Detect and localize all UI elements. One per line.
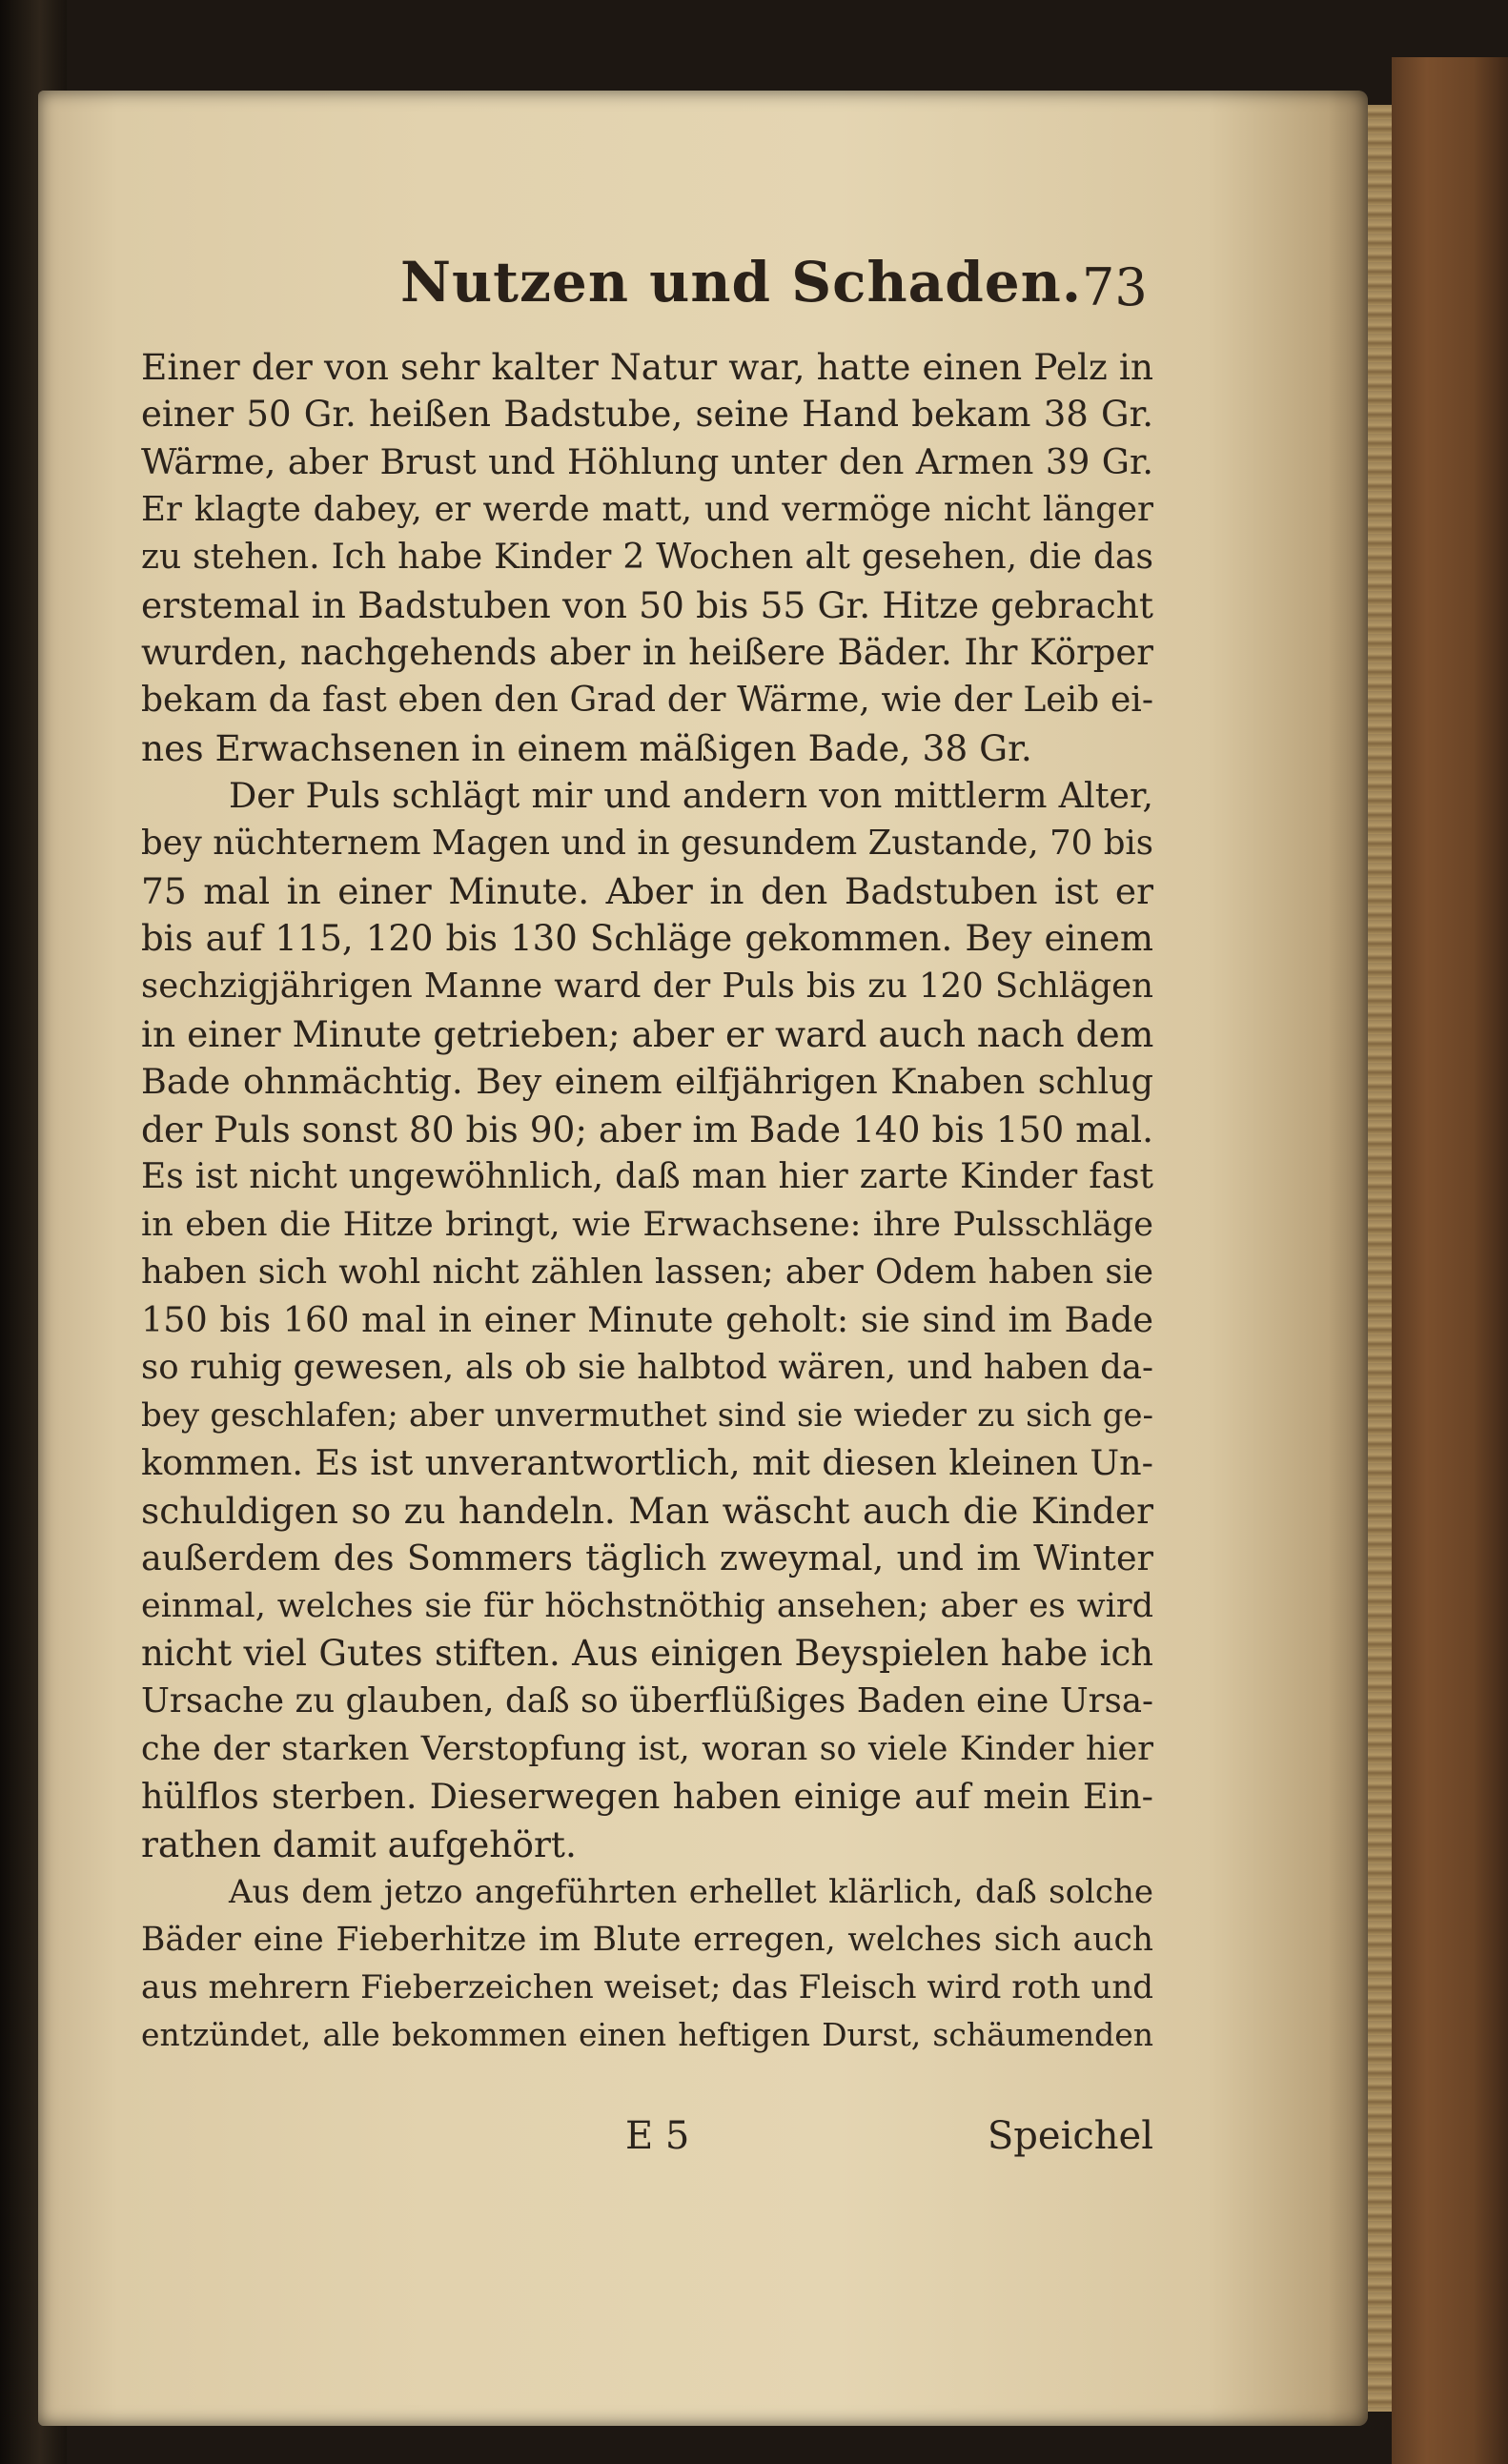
text-line: bekam da fast eben den Grad der Wärme, wie der Leib ei- [141, 681, 1153, 720]
text-line: einmal, welches sie für höchstnöthig ansehen; aber es wird [141, 1587, 1153, 1625]
text-line: außerdem des Sommers täglich zweymal, und im Winter [141, 1537, 1153, 1578]
text-line: Es ist nicht ungewöhnlich, daß man hier zarte Kinder fast [141, 1157, 1153, 1196]
text-line: bey nüchternem Magen und in gesundem Zustande, 70 bis [141, 824, 1153, 863]
text-line: che der starken Verstopfung ist, woran so viele Kinder hier [141, 1730, 1153, 1768]
text-line: Der Puls schlägt mir und andern von mittlerm Alter, [229, 775, 1153, 816]
text-line: 75 mal in einer Minute. Aber in den Badstuben ist er [141, 870, 1153, 912]
signature-mark: E 5 [625, 2114, 690, 2158]
text-line: sechzigjährigen Manne ward der Puls bis zu 120 Schlägen [141, 967, 1153, 1006]
text-line: Wärme, aber Brust und Höhlung unter den Armen 39 Gr. [141, 441, 1153, 482]
text-line: haben sich wohl nicht zählen lassen; aber Odem haben sie [141, 1252, 1153, 1292]
text-line: zu stehen. Ich habe Kinder 2 Wochen alt gesehen, die das [141, 538, 1153, 577]
text-line: hülflos sterben. Dieserwegen haben einige auf mein Ein- [141, 1776, 1153, 1817]
text-line: nes Erwachsenen in einem mäßigen Bade, 38 Gr. [141, 727, 1032, 769]
text-line: aus mehrern Fieberzeichen weiset; das Fleisch wird roth und [141, 1968, 1153, 2006]
text-line: Bade ohnmächtig. Bey einem eilfjährigen Knaben schlug [141, 1061, 1153, 1102]
text-line: Ursache zu glauben, daß so überflüßiges Baden eine Ursa- [141, 1681, 1153, 1721]
text-line: rathen damit aufgehört. [141, 1823, 577, 1865]
text-line: 150 bis 160 mal in einer Minute geholt: sie sind im Bade [141, 1299, 1153, 1340]
book-cover-board [1392, 57, 1508, 2464]
body-text [141, 343, 1153, 2059]
text-line: Aus dem jetzo angeführten erhellet klärlich, daß solche [229, 1873, 1153, 1911]
running-head: Nutzen und Schaden. [400, 250, 1083, 315]
text-line: bis auf 115, 120 bis 130 Schläge gekommen. Bey einem [141, 918, 1153, 959]
text-line: in einer Minute getrieben; aber er ward auch nach dem [141, 1013, 1153, 1055]
text-line: bey geschlafen; aber unvermuthet sind sie wieder zu sich ge- [141, 1396, 1153, 1435]
page-header [400, 250, 1163, 326]
text-line: nicht viel Gutes stiften. Aus einigen Beyspielen habe ich [141, 1633, 1153, 1674]
catchword: Speichel [987, 2114, 1153, 2158]
text-line: einer 50 Gr. heißen Badstube, seine Hand bekam 38 Gr. [141, 394, 1153, 435]
text-line: entzündet, alle bekommen einen heftigen Durst, schäumenden [141, 2016, 1153, 2053]
text-line: in eben die Hitze bringt, wie Erwachsene: ihre Pulsschläge [141, 1206, 1153, 1244]
text-line: Einer der von sehr kalter Natur war, hatte einen Pelz in [141, 346, 1153, 388]
text-line: kommen. Es ist unverantwortlich, mit diesen kleinen Un- [141, 1442, 1153, 1483]
text-line: so ruhig gewesen, als ob sie halbtod wären, und haben da- [141, 1348, 1153, 1387]
page-number: 73 [1082, 257, 1148, 317]
page-footer [141, 2114, 1153, 2168]
text-line: wurden, nachgehends aber in heißere Bäder. Ihr Körper [141, 632, 1153, 673]
text-line: der Puls sonst 80 bis 90; aber im Bade 140 bis 150 mal. [141, 1109, 1153, 1151]
text-line: Er klagte dabey, er werde matt, und vermöge nicht länger [141, 490, 1153, 529]
text-line: Bäder eine Fieberhitze im Blute erregen, welches sich auch [141, 1921, 1153, 1959]
text-line: schuldigen so zu handeln. Man wäscht auch die Kinder [141, 1490, 1153, 1532]
text-line: erstemal in Badstuben von 50 bis 55 Gr. Hitze gebracht [141, 584, 1153, 626]
